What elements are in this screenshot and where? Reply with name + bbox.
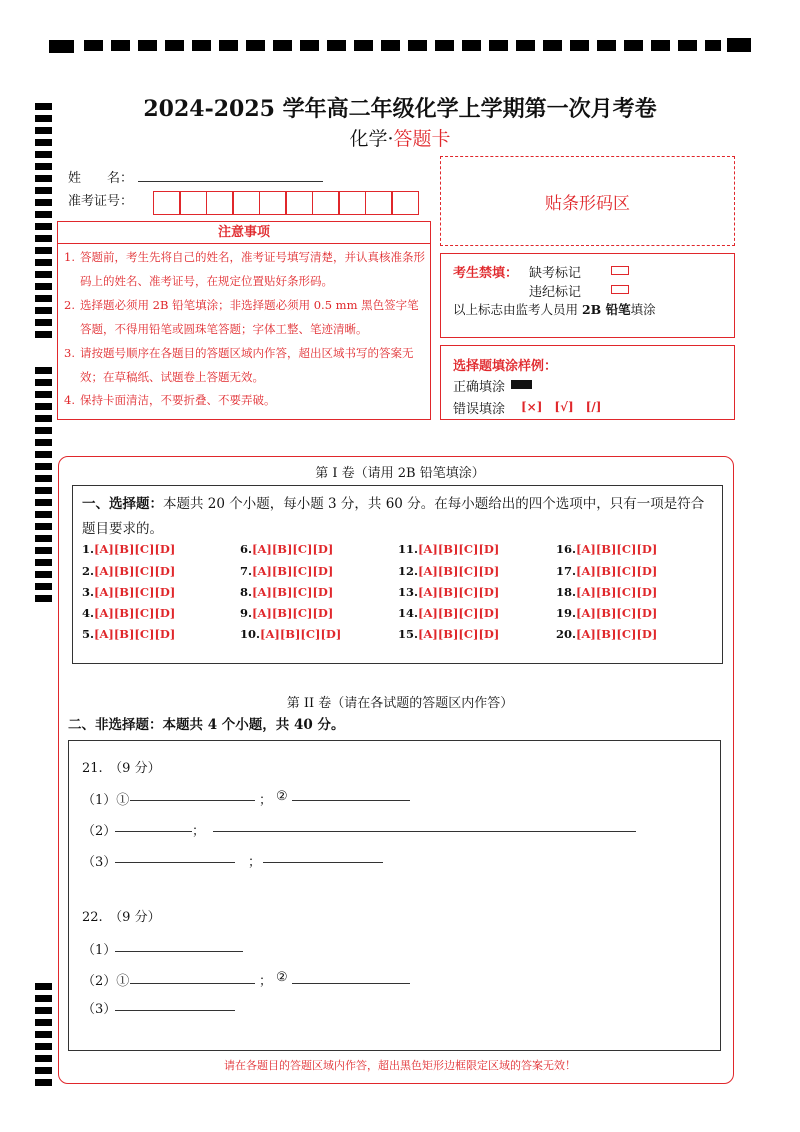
mcq-option-row[interactable] (82, 627, 175, 641)
mcq-question-number: 13. (398, 585, 419, 599)
mcq-choice-bubbles[interactable]: [A][B][C][D] (94, 585, 176, 599)
mcq-choice-bubbles[interactable]: [A][B][C][D] (576, 542, 658, 556)
notice-box (57, 221, 431, 420)
mcq-choice-bubbles[interactable]: [A][B][C][D] (418, 542, 500, 556)
q21-part3-label: （3） (82, 855, 117, 870)
mcq-option-row[interactable] (240, 564, 333, 578)
mcq-choice-bubbles[interactable]: [A][B][C][D] (576, 585, 658, 599)
mcq-choice-bubbles[interactable]: [A][B][C][D] (94, 542, 176, 556)
mcq-option-row[interactable] (240, 542, 333, 556)
exam-id-digit-box[interactable] (365, 191, 392, 215)
mcq-question-number: 20. (556, 627, 577, 641)
mcq-question-number: 1. (82, 542, 95, 556)
mcq-choice-bubbles[interactable]: [A][B][C][D] (252, 542, 334, 556)
q21-part1-blank-a[interactable] (130, 800, 255, 801)
mcq-option-row[interactable] (556, 627, 657, 641)
mcq-question-number: 14. (398, 606, 419, 620)
notice-item-number: 3. (64, 346, 75, 360)
mcq-choice-bubbles[interactable]: [A][B][C][D] (576, 627, 658, 641)
mcq-question-number: 3. (82, 585, 95, 599)
mcq-question-number: 12. (398, 564, 419, 578)
notice-item-text: 答题前，考生先将自己的姓名，准考证号填写清楚，并认真核准条形码上的姓名、准考证号，在规定位置贴好条形码。 (80, 250, 425, 288)
exam-id-digit-box[interactable] (153, 191, 180, 215)
q21-part1-blank-b[interactable] (292, 800, 410, 801)
mcq-question-number: 15. (398, 627, 419, 641)
barcode-area (440, 156, 735, 246)
mcq-option-row[interactable] (240, 606, 333, 620)
part2-title: 第 II 卷（请在各试题的答题区内作答） (286, 696, 514, 711)
mcq-question-number: 18. (556, 585, 577, 599)
mcq-question-number: 2. (82, 564, 95, 578)
exam-id-digit-box[interactable] (392, 191, 419, 215)
exam-id-digit-box[interactable] (206, 191, 233, 215)
subtitle-answer-card: 答题卡 (393, 128, 451, 150)
q21-part1-label-b: ② (276, 789, 288, 804)
proctor-marks-note: 以上标志由监考人员用 2B 铅笔填涂 (453, 302, 656, 317)
part2-instructions: 二、非选择题：本题共 4 个小题，共 40 分。 (68, 717, 345, 733)
mcq-instructions: 一、选择题：本题共 20 个小题，每小题 3 分，共 60 分。在每小题给出的四个选项中，只有一项是符合题目要求的。 (82, 496, 705, 537)
page-subtitle (0, 124, 800, 151)
q21-header: 21. （9 分） (82, 761, 161, 776)
mcq-choice-bubbles[interactable]: [A][B][C][D] (260, 627, 342, 641)
mcq-option-row[interactable] (556, 606, 657, 620)
proctor-marks-title: 考生禁填： (453, 266, 519, 281)
footer-warning: 请在各题目的答题区域内作答，超出黑色矩形边框限定区域的答案无效！ (224, 1059, 576, 1072)
q22-part2-blank-a[interactable] (130, 983, 255, 984)
proctor-marks-box (440, 253, 735, 338)
exam-id-digit-box[interactable] (233, 191, 260, 215)
q22-part1-blank[interactable] (115, 951, 243, 952)
exam-id-digit-box[interactable] (286, 191, 313, 215)
mcq-option-row[interactable] (556, 542, 657, 556)
fill-sample-title: 选择题填涂样例： (453, 359, 558, 374)
notice-item-number: 1. (64, 250, 75, 264)
mcq-choice-bubbles[interactable]: [A][B][C][D] (418, 606, 500, 620)
q22-part2-sep: ； (259, 974, 273, 989)
mcq-option-row[interactable] (398, 564, 499, 578)
exam-id-digit-box[interactable] (259, 191, 286, 215)
q21-part2-blank-a[interactable] (115, 831, 192, 832)
mcq-question-number: 19. (556, 606, 577, 620)
q22-part3-blank[interactable] (115, 1010, 235, 1011)
q21-part1-label: （1）① (82, 793, 130, 808)
mcq-choice-bubbles[interactable]: [A][B][C][D] (252, 585, 334, 599)
violation-mark-label: 违纪标记 (529, 285, 582, 300)
notice-item (64, 341, 426, 389)
absent-mark-label: 缺考标记 (529, 266, 582, 281)
notice-item (64, 293, 426, 341)
q21-part3-blank-b[interactable] (263, 862, 383, 863)
q21-part3-blank-a[interactable] (115, 862, 235, 863)
mcq-question-number: 17. (556, 564, 577, 578)
mcq-option-row[interactable] (398, 542, 499, 556)
q21-part2-sep: ； (192, 824, 206, 839)
q22-header: 22. （9 分） (82, 910, 161, 925)
mcq-question-number: 4. (82, 606, 95, 620)
q21-part1-sep: ； (259, 793, 273, 808)
mcq-choice-bubbles[interactable]: [A][B][C][D] (576, 564, 658, 578)
mcq-choice-bubbles[interactable]: [A][B][C][D] (252, 564, 334, 578)
wrong-fill-samples: [×] [√] [/] (521, 400, 602, 414)
mcq-option-row[interactable] (556, 585, 657, 599)
mcq-question-number: 5. (82, 627, 95, 641)
correct-fill-sample (511, 380, 532, 389)
exam-id-digit-box[interactable] (312, 191, 339, 215)
notice-title: 注意事项 (58, 222, 430, 244)
notice-item (64, 245, 426, 293)
mcq-choice-bubbles[interactable]: [A][B][C][D] (418, 627, 500, 641)
mcq-question-number: 6. (240, 542, 253, 556)
notice-item-text: 选择题必须用 2B 铅笔填涂；非选择题必须用 0.5 mm 黑色签字笔答题，不得用铅笔或圆珠笔答题；字体工整、笔迹清晰。 (80, 298, 419, 336)
q22-part1-label: （1） (82, 943, 117, 958)
mcq-option-row[interactable] (82, 564, 175, 578)
notice-item-number: 4. (64, 393, 75, 407)
mcq-choice-bubbles[interactable]: [A][B][C][D] (94, 627, 176, 641)
q21-part2-label: （2） (82, 824, 117, 839)
notice-item-text: 保持卡面清洁，不要折叠、不要弄破。 (80, 393, 276, 407)
notice-item-text: 请按题号顺序在各题目的答题区域内作答，超出区域书写的答案无效；在草稿纸、试题卷上答题无效。 (80, 346, 414, 384)
violation-mark-box[interactable] (611, 285, 629, 294)
mcq-option-row[interactable] (398, 585, 499, 599)
absent-mark-box[interactable] (611, 266, 629, 275)
mcq-choice-bubbles[interactable]: [A][B][C][D] (418, 585, 500, 599)
q21-part3-sep: ； (248, 855, 262, 870)
wrong-fill-label: 错误填涂 (453, 402, 506, 417)
subtitle-subject: 化学· (349, 128, 394, 150)
q21-part2-blank-b[interactable] (213, 831, 636, 832)
mcq-question-number: 10. (240, 627, 261, 641)
mcq-choice-bubbles[interactable]: [A][B][C][D] (576, 606, 658, 620)
exam-id-digit-box[interactable] (180, 191, 207, 215)
name-label: 姓 名： (68, 171, 134, 186)
barcode-label: 贴条形码区 (545, 194, 630, 214)
mcq-option-row[interactable] (82, 606, 175, 620)
mcq-option-row[interactable] (240, 585, 333, 599)
mcq-option-row[interactable] (398, 627, 499, 641)
mcq-choice-bubbles[interactable]: [A][B][C][D] (94, 564, 176, 578)
mcq-option-row[interactable] (398, 606, 499, 620)
fill-sample-box (440, 345, 735, 420)
mcq-option-row[interactable] (240, 627, 341, 641)
notice-item (64, 388, 426, 412)
mcq-question-number: 9. (240, 606, 253, 620)
mcq-question-number: 16. (556, 542, 577, 556)
mcq-option-row[interactable] (82, 542, 175, 556)
mcq-choice-bubbles[interactable]: [A][B][C][D] (94, 606, 176, 620)
mcq-option-row[interactable] (82, 585, 175, 599)
mcq-question-number: 7. (240, 564, 253, 578)
q22-part2-blank-b[interactable] (292, 983, 410, 984)
mcq-question-number: 11. (398, 542, 419, 556)
mcq-choice-bubbles[interactable]: [A][B][C][D] (252, 606, 334, 620)
q22-part2-label-b: ② (276, 970, 288, 985)
q22-part2-label: （2）① (82, 974, 130, 989)
exam-id-label: 准考证号： (68, 194, 134, 209)
notice-item-number: 2. (64, 298, 75, 312)
mcq-choice-bubbles[interactable]: [A][B][C][D] (418, 564, 500, 578)
free-response-box (68, 740, 721, 1051)
mcq-option-row[interactable] (556, 564, 657, 578)
mcq-question-number: 8. (240, 585, 253, 599)
q22-part3-label: （3） (82, 1002, 117, 1017)
name-field[interactable] (138, 181, 323, 182)
part1-title: 第 I 卷（请用 2B 铅笔填涂） (315, 466, 485, 481)
exam-id-digit-box[interactable] (339, 191, 366, 215)
page-title: 2024-2025 学年高二年级化学上学期第一次月考卷 (143, 96, 657, 122)
correct-fill-label: 正确填涂 (453, 380, 506, 395)
